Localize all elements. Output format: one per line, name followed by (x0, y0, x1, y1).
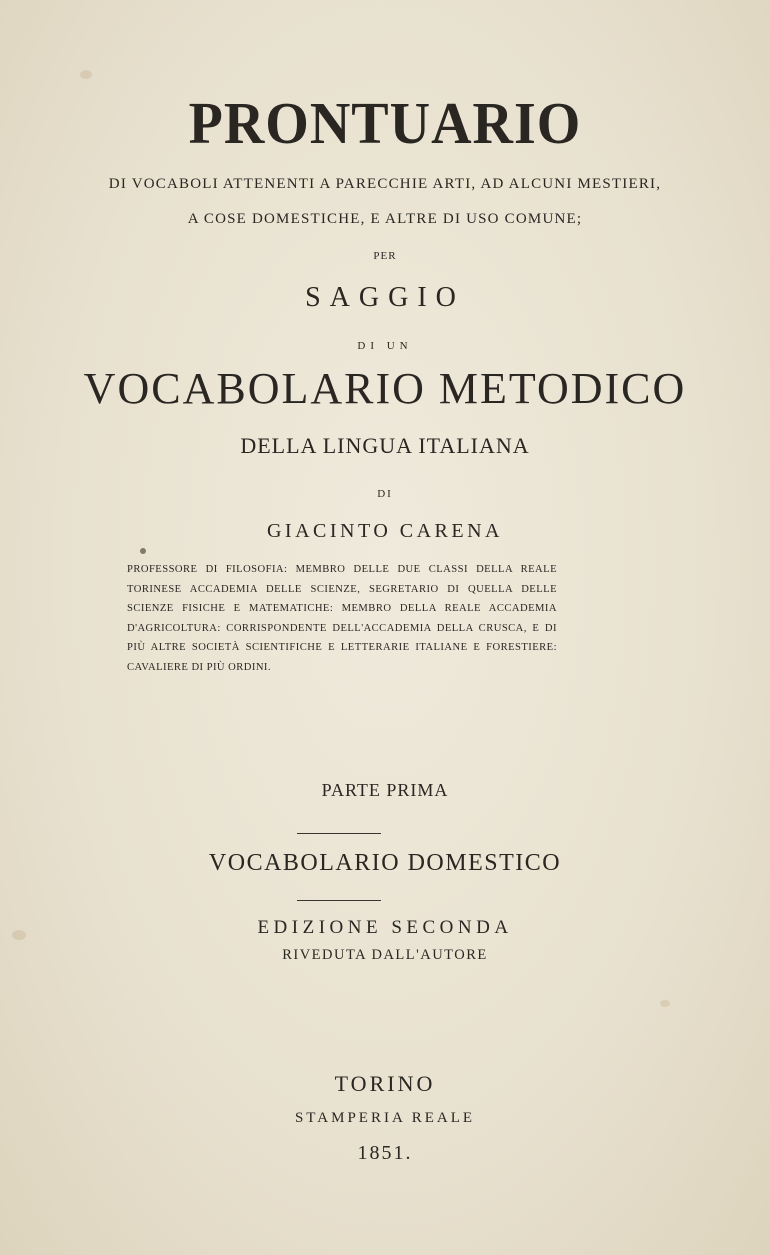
author-name: GIACINTO CARENA (266, 520, 503, 542)
subtitle-line-2: A COSE DOMESTICHE, E ALTRE DI USO COMUNE; (187, 211, 583, 227)
divider-rule (297, 900, 381, 901)
divider-rule (297, 833, 381, 834)
ink-spot (140, 548, 146, 554)
paper-stain (80, 70, 92, 79)
vocabolario-metodico-heading: VOCABOLARIO METODICO (83, 364, 687, 413)
saggio-heading: SAGGIO (305, 282, 465, 313)
author-credentials: PROFESSORE DI FILOSOFIA: MEMBRO DELLE DUE CLASSI DELLA REALE TORINESE ACCADEMIA DELLE SCIENZE, SEGRETARIO DI QUELLA DELLE SCIENZE FISICHE E MATEMATICHE: MEMBRO DELLA REALE ACCADEMIA D'AGRICOLTURA: CORRISPONDENTE DELL'ACCADEMIA DELLA CRUSCA, E DI PIÙ ALTRE SOCIETÀ SCIENTIFICHE E LETTERARIE ITALIANE E FORESTIERE: CAVALIERE DI PIÙ ORDINI. (127, 564, 557, 673)
vocabolario-domestico-heading: VOCABOLARIO DOMESTICO (208, 850, 562, 876)
imprint-year: 1851. (357, 1142, 413, 1164)
parte-prima-heading: PARTE PRIMA (321, 780, 449, 800)
book-title: PRONTUARIO (188, 91, 582, 157)
di-un-text: DI UN (357, 340, 413, 352)
edition-heading: EDIZIONE SECONDA (257, 917, 513, 938)
subtitle-line-1: DI VOCABOLI ATTENENTI A PARECCHIE ARTI, AD ALCUNI MESTIERI, (108, 176, 662, 192)
paper-stain (660, 1000, 670, 1007)
imprint-printer: STAMPERIA REALE (294, 1110, 476, 1126)
per-text: PER (373, 250, 397, 262)
della-lingua-heading: DELLA LINGUA ITALIANA (240, 433, 530, 458)
imprint-city: TORINO (334, 1071, 436, 1096)
di-text: DI (377, 488, 393, 500)
revision-note: RIVEDUTA DALL'AUTORE (282, 947, 488, 963)
